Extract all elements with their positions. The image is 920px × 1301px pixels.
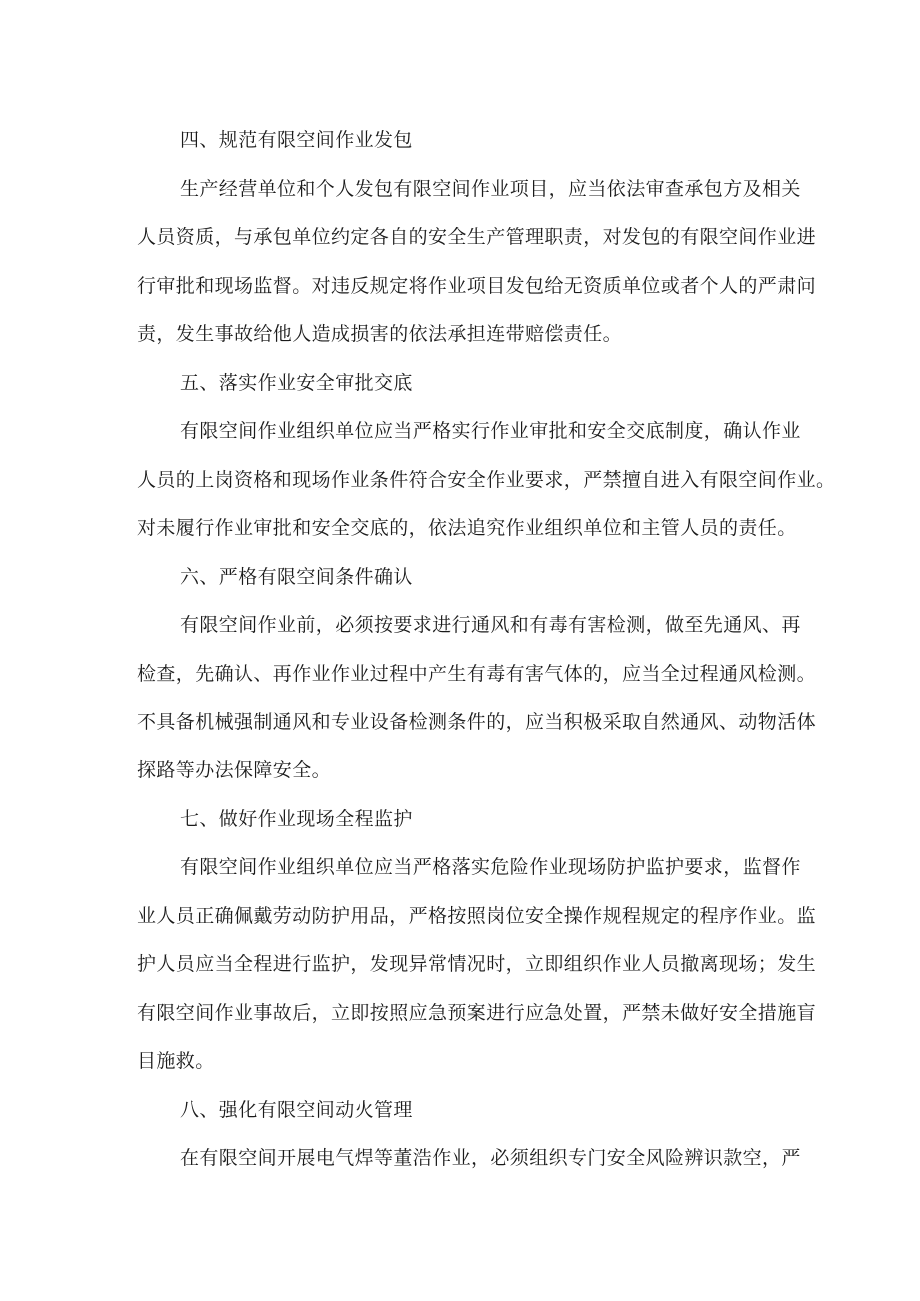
paragraph-line: 在有限空间开展电气焊等董浩作业，必须组织专门安全风险辨识款空，严: [180, 1147, 801, 1169]
paragraph-line: 责，发生事故给他人造成损害的依法承担连带赔偿责任。: [137, 323, 623, 345]
paragraph-line: 行审批和现场监督。对违反规定将作业项目发包给无资质单位或者个人的严肃问: [137, 275, 817, 297]
section-7-heading: 七、做好作业现场全程监护: [180, 808, 413, 830]
paragraph-line: 检查，先确认、再作业作业过程中产生有毒有害气体的，应当全过程通风检测。: [137, 663, 817, 685]
paragraph-line: 人员资质，与承包单位约定各自的安全生产管理职责，对发包的有限空间作业进: [137, 226, 817, 248]
paragraph-line: 目施救。: [137, 1050, 215, 1072]
section-6-heading: 六、严格有限空间条件确认: [180, 566, 413, 588]
paragraph-line: 业人员正确佩戴劳动防护用品，严格按照岗位安全操作规程规定的程序作业。监: [137, 905, 817, 927]
paragraph-line: 有限空间作业组织单位应当严格实行作业审批和安全交底制度，确认作业: [180, 420, 801, 442]
paragraph-line: 人员的上岗资格和现场作业条件符合安全作业要求，严禁擅自进入有限空间作业。: [137, 469, 836, 491]
paragraph-line: 护人员应当全程进行监护，发现异常情况时，立即组织作业人员撤离现场；发生: [137, 953, 817, 975]
paragraph-line: 有限空间作业组织单位应当严格落实危险作业现场防护监护要求，监督作: [180, 856, 801, 878]
section-4-heading: 四、规范有限空间作业发包: [180, 129, 413, 151]
paragraph-line: 对未履行作业审批和安全交底的，依法追究作业组织单位和主管人员的责任。: [137, 517, 797, 539]
paragraph-line: 有限空间作业事故后，立即按照应急预案进行应急处置，严禁未做好安全措施盲: [137, 1002, 817, 1024]
paragraph-line: 不具备机械强制通风和专业设备检测条件的，应当积极采取自然通风、动物活体: [137, 711, 817, 733]
paragraph-line: 探路等办法保障安全。: [137, 759, 332, 781]
paragraph-line: 有限空间作业前，必须按要求进行通风和有毒有害检测，做至先通风、再: [180, 614, 801, 636]
paragraph-line: 生产经营单位和个人发包有限空间作业项目，应当依法审查承包方及相关: [180, 178, 801, 200]
section-8-heading: 八、强化有限空间动火管理: [180, 1099, 413, 1121]
section-5-heading: 五、落实作业安全审批交底: [180, 372, 413, 394]
